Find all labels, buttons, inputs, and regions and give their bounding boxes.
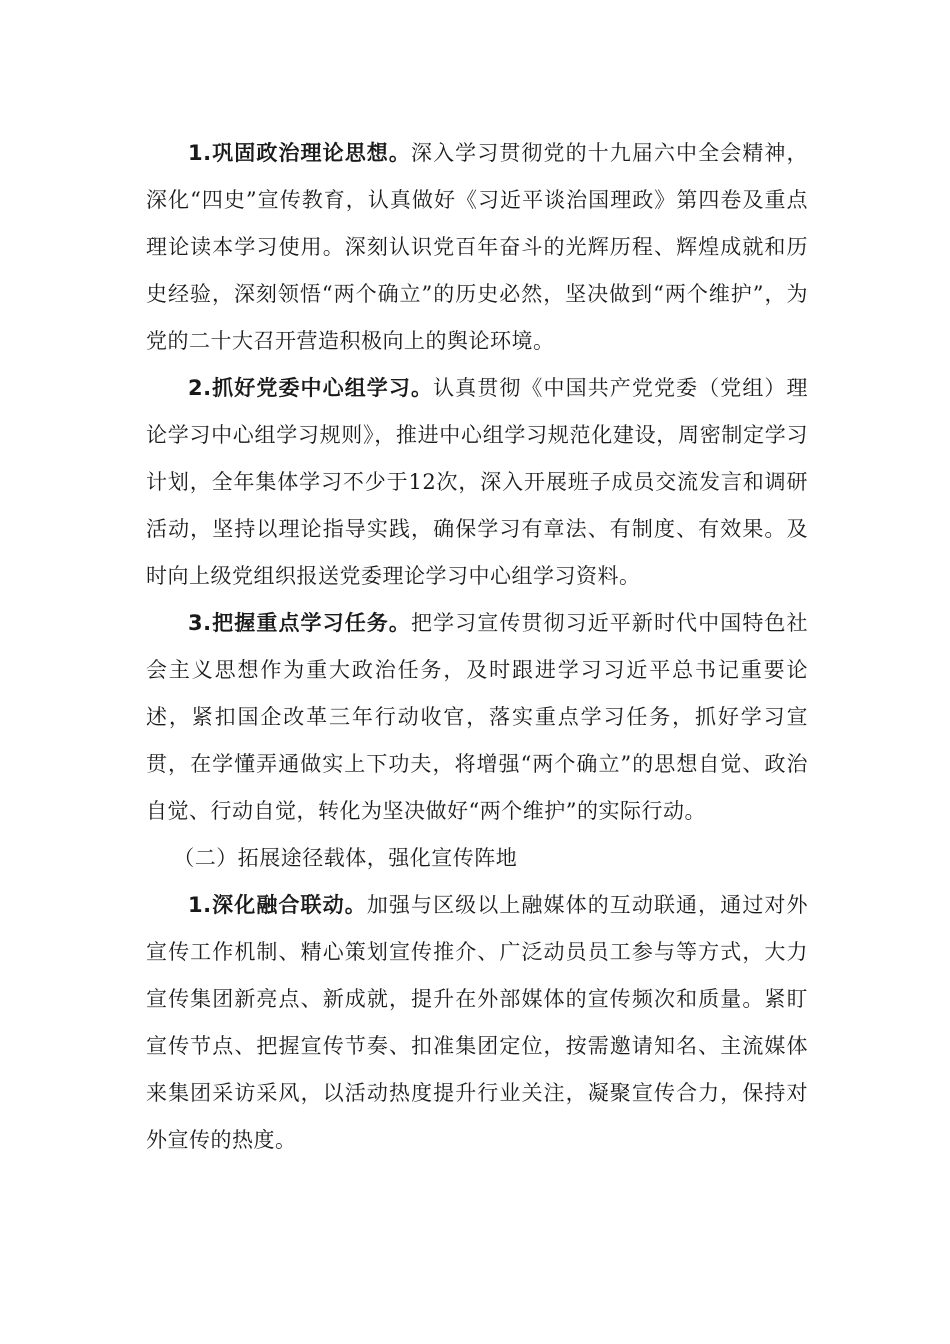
paragraph-text: 把学习宣传贯彻习近平新时代中国特色社会主义思想作为重大政治任务，及时跟进学习习近平总书记重要论述，紧扣国企改革三年行动收官，落实重点学习任务，抓好学习宣贯，在学懂弄通做实上下功夫，将增强“两个确立”的思想自觉、政治自觉、行动自觉，转化为坚决做好“两个维护”的实际行动。 <box>146 611 808 823</box>
paragraph-committee-study <box>146 365 808 600</box>
paragraph-text: 加强与区级以上融媒体的互动联通，通过对外宣传工作机制、精心策划宣传推介、广泛动员员工参与等方式，大力宣传集团新亮点、新成就，提升在外部媒体的宣传频次和质量。紧盯宣传节点、把握宣传节奏、扣准集团定位，按需邀请知名、主流媒体来集团采访采风，以活动热度提升行业关注，凝聚宣传合力，保持对外宣传的热度。 <box>146 893 809 1152</box>
paragraph-lead: 1.深化融合联动。 <box>188 893 367 917</box>
paragraph-lead: 3.把握重点学习任务。 <box>188 611 411 635</box>
paragraph-consolidate-theory <box>146 130 808 365</box>
paragraph-lead: 1.巩固政治理论思想。 <box>188 141 411 165</box>
paragraph-text: 认真贯彻《中国共产党党委（党组）理论学习中心组学习规则》，推进中心组学习规范化建设，周密制定学习计划，全年集体学习不少于12次，深入开展班子成员交流发言和调研活动，坚持以理论指导实践，确保学习有章法、有制度、有效果。及时向上级党组织报送党委理论学习中心组学习资料。 <box>146 376 809 588</box>
paragraph-lead: 2.抓好党委中心组学习。 <box>188 376 434 400</box>
paragraph-key-tasks <box>146 600 808 835</box>
document-body <box>146 130 808 1164</box>
paragraph-text: 深入学习贯彻党的十九届六中全会精神，深化“四史”宣传教育，认真做好《习近平谈治国理政》第四卷及重点理论读本学习使用。深刻认识党百年奋斗的光辉历程、辉煌成就和历史经验，深刻领悟“两个确立”的历史必然，坚决做到“两个维护”，为党的二十大召开营造积极向上的舆论环境。 <box>146 141 808 353</box>
paragraph-media-integration <box>146 882 808 1164</box>
section-heading: （二）拓展途径载体，强化宣传阵地 <box>173 846 518 870</box>
